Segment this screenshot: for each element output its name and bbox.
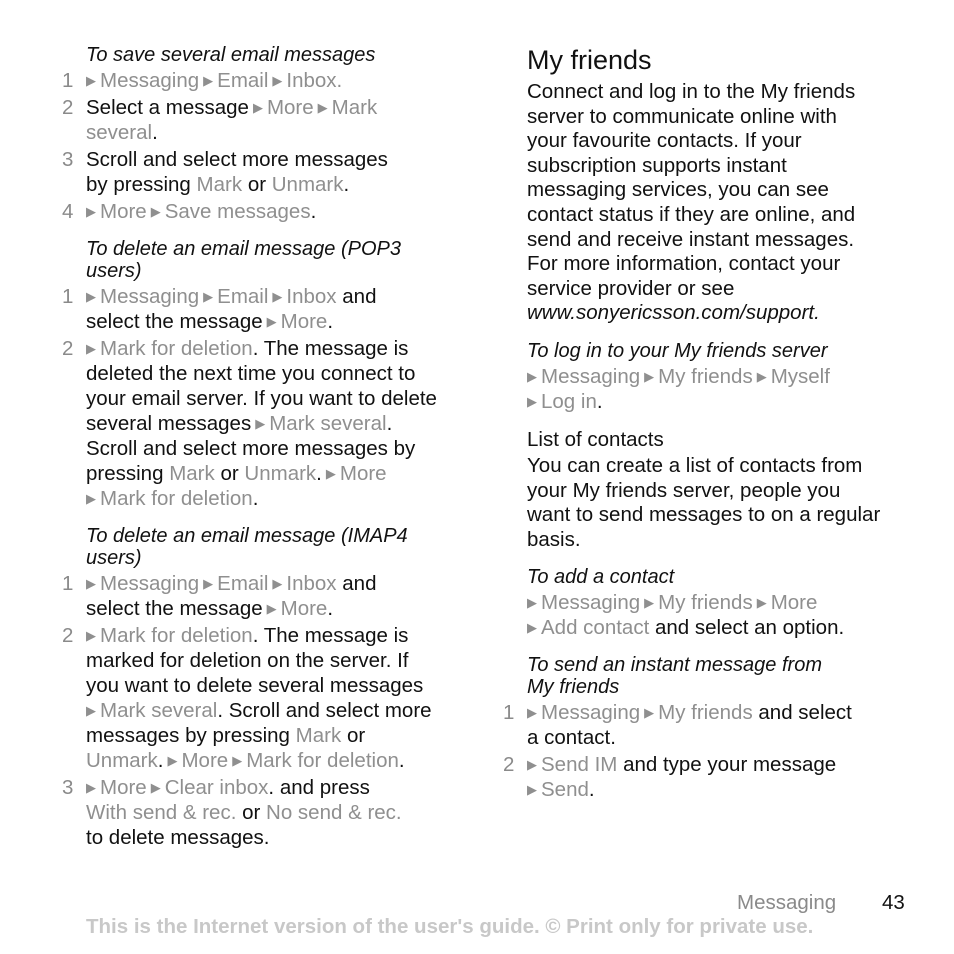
- section-save-several: [62, 44, 466, 224]
- arrow-icon: ▶: [266, 314, 277, 329]
- menu-item: Mark several: [269, 412, 387, 435]
- arrow-icon: ▶: [317, 100, 328, 115]
- menu-item: Add contact: [541, 616, 650, 640]
- arrow-icon: ▶: [86, 703, 96, 718]
- arrow-icon: ▶: [86, 491, 96, 506]
- menu-item: Inbox: [286, 285, 337, 308]
- arrow-icon: ▶: [756, 368, 767, 384]
- menu-item: Unmark: [271, 173, 344, 196]
- arrow-icon: ▶: [527, 368, 537, 384]
- menu-item: More: [181, 749, 229, 772]
- step-number: 3: [62, 148, 74, 171]
- step: 3 Scroll and select more messages by pressing Mark or Unmark.: [62, 148, 388, 196]
- menu-item: More: [280, 310, 328, 333]
- menu-item: Mark several: [100, 699, 218, 722]
- heading-save-several: To save several email messages: [86, 44, 376, 66]
- menu-item: Mark for deletion: [100, 337, 253, 360]
- arrow-icon: ▶: [527, 757, 537, 773]
- page-title: My friends: [527, 45, 652, 75]
- section-delete-pop3: [62, 238, 466, 511]
- left-column: [62, 44, 466, 864]
- heading-add-contact: To add a contact: [527, 566, 675, 589]
- menu-item: Email: [217, 69, 269, 92]
- menu-item: My friends: [658, 364, 753, 388]
- menu-item: Mark for deletion: [246, 749, 399, 772]
- arrow-icon: ▶: [644, 595, 655, 611]
- menu-item: Mark: [295, 724, 342, 747]
- page-number: 43: [882, 891, 905, 914]
- menu-item: More: [280, 597, 328, 620]
- menu-item: Inbox: [286, 572, 337, 595]
- step-number: 2: [62, 624, 74, 647]
- menu-item: Messaging: [541, 364, 641, 388]
- step-number: 1: [62, 572, 74, 595]
- menu-item: Mark: [331, 96, 378, 119]
- arrow-icon: ▶: [255, 416, 266, 431]
- menu-item: No send & rec.: [266, 801, 402, 824]
- footer-disclaimer: This is the Internet version of the user's guide. © Print only for private use.: [86, 915, 814, 938]
- arrow-icon: ▶: [266, 601, 277, 616]
- arrow-icon: ▶: [252, 100, 263, 115]
- step-number: 1: [503, 701, 515, 725]
- step: 2 ▶ Mark for deletion. The message is marked for deletion on the server. If you want to delete several messages ▶ Mark several. Scroll and select more messages by pressing Mark or Unmark. ▶ More ▶ Mark for deletion.: [62, 624, 432, 772]
- arrow-icon: ▶: [150, 204, 161, 219]
- section-login: To log in to your My friends server ▶ Messaging ▶ My friends ▶ Myself ▶ Log in.: [503, 340, 913, 414]
- right-column: [503, 44, 913, 816]
- arrow-icon: ▶: [203, 576, 214, 591]
- arrow-icon: ▶: [86, 576, 96, 591]
- menu-item: Inbox.: [286, 69, 343, 92]
- arrow-icon: ▶: [203, 73, 214, 88]
- step: 1 ▶ Messaging ▶ My friends and select a contact.: [503, 701, 852, 750]
- menu-item: More: [100, 200, 147, 223]
- step: 2 Select a message ▶ More ▶ Mark several.: [62, 96, 378, 144]
- menu-item: several: [86, 121, 153, 144]
- heading-send-im: To send an instant message from My friends: [527, 654, 822, 699]
- menu-item: Mark: [169, 462, 215, 485]
- step-number: 4: [62, 200, 74, 223]
- arrow-icon: ▶: [203, 289, 214, 304]
- menu-item: Send IM: [541, 753, 618, 777]
- section-delete-imap4: [62, 525, 466, 850]
- menu-item: Mark for deletion: [100, 624, 253, 647]
- menu-item: Save messages: [164, 200, 311, 223]
- arrow-icon: ▶: [527, 620, 537, 636]
- step: 1 ▶ Messaging ▶ Email ▶ Inbox and select the message ▶ More.: [62, 572, 377, 620]
- arrow-icon: ▶: [86, 341, 96, 356]
- arrow-icon: ▶: [527, 393, 537, 409]
- menu-item: Messaging: [541, 591, 641, 615]
- arrow-icon: ▶: [644, 368, 655, 384]
- step: 2 ▶ Send IM and type your message ▶ Send.: [503, 753, 837, 802]
- menu-item: More: [339, 462, 387, 485]
- arrow-icon: ▶: [527, 705, 537, 721]
- arrow-icon: ▶: [272, 289, 283, 304]
- menu-item: Email: [217, 572, 269, 595]
- arrow-icon: ▶: [86, 289, 96, 304]
- menu-item: Mark: [196, 173, 243, 196]
- menu-item: More: [266, 96, 314, 119]
- step-number: 1: [62, 285, 74, 308]
- arrow-icon: ▶: [150, 780, 161, 795]
- menu-item: More: [770, 591, 818, 615]
- step: [62, 68, 466, 93]
- step: 4 ▶ More ▶ Save messages.: [62, 200, 317, 223]
- arrow-icon: ▶: [86, 204, 96, 219]
- step-number: 2: [62, 337, 74, 360]
- menu-item: Messaging: [100, 572, 200, 595]
- arrow-icon: ▶: [325, 466, 336, 481]
- menu-item: Messaging: [100, 285, 200, 308]
- arrow-icon: ▶: [272, 576, 283, 591]
- arrow-icon: ▶: [86, 780, 96, 795]
- arrow-icon: ▶: [232, 753, 243, 768]
- subheading-list-of-contacts: List of contacts: [527, 427, 664, 451]
- section-add-contact: To add a contact ▶ Messaging ▶ My friends ▶ More ▶ Add contact and select an option.: [503, 566, 913, 640]
- arrow-icon: ▶: [86, 73, 96, 88]
- menu-item: Myself: [770, 364, 830, 388]
- menu-item: Unmark: [86, 749, 158, 772]
- menu-item: Mark for deletion: [100, 487, 253, 510]
- arrow-icon: ▶: [272, 73, 283, 88]
- menu-item: Send: [541, 778, 589, 802]
- arrow-icon: ▶: [756, 595, 767, 611]
- step-number: 1: [62, 69, 74, 92]
- heading-delete-imap4: To delete an email message (IMAP4 users): [86, 525, 408, 569]
- menu-item: My friends: [658, 701, 753, 725]
- menu-item: Unmark: [244, 462, 317, 485]
- step-number: 2: [62, 96, 74, 119]
- menu-item: More: [100, 776, 147, 799]
- menu-item: Messaging: [100, 69, 200, 92]
- menu-item: Log in: [541, 389, 597, 413]
- arrow-icon: ▶: [86, 628, 96, 643]
- step: 3 ▶ More ▶ Clear inbox. and press With send & rec. or No send & rec. to delete messages.: [62, 776, 402, 849]
- step: 1 ▶ Messaging ▶ Email ▶ Inbox and select the message ▶ More.: [62, 285, 377, 333]
- menu-item: Messaging: [541, 701, 641, 725]
- heading-login: To log in to your My friends server: [527, 339, 828, 362]
- step-text: Select a message: [86, 96, 249, 119]
- section-list-of-contacts: List of contacts You can create a list of contacts from your My friends server, people you want to send messages to on a regular basis.: [503, 428, 913, 552]
- support-url: www.sonyericsson.com/support.: [527, 301, 820, 325]
- section-send-im: [503, 654, 913, 802]
- arrow-icon: ▶: [167, 753, 178, 768]
- step-number: 3: [62, 776, 74, 799]
- menu-item: Email: [217, 285, 269, 308]
- arrow-icon: ▶: [527, 782, 537, 798]
- intro-paragraph: Connect and log in to the My friends server to communicate online with your favourite contacts. If your subscription supports instant messaging services, you can see contact status if they are online, and send and receive instant messages. For more information, contact your service provider or see www.sonyericsson.com/support.: [527, 80, 856, 325]
- menu-item: With send & rec.: [86, 801, 237, 824]
- arrow-icon: ▶: [527, 595, 537, 611]
- arrow-icon: ▶: [644, 705, 655, 721]
- menu-item: Clear inbox: [164, 776, 269, 799]
- menu-item: My friends: [658, 591, 753, 615]
- step-number: 2: [503, 753, 515, 777]
- heading-delete-pop3: To delete an email message (POP3 users): [86, 238, 401, 282]
- footer-section-name: Messaging: [737, 891, 837, 914]
- step: 2 ▶ Mark for deletion. The message is deleted the next time you connect to your email server. If you want to delete several messages ▶ Mark several. Scroll and select more messages by pressing Mark or Unmark. ▶ More ▶ Mark for deletion.: [62, 337, 437, 510]
